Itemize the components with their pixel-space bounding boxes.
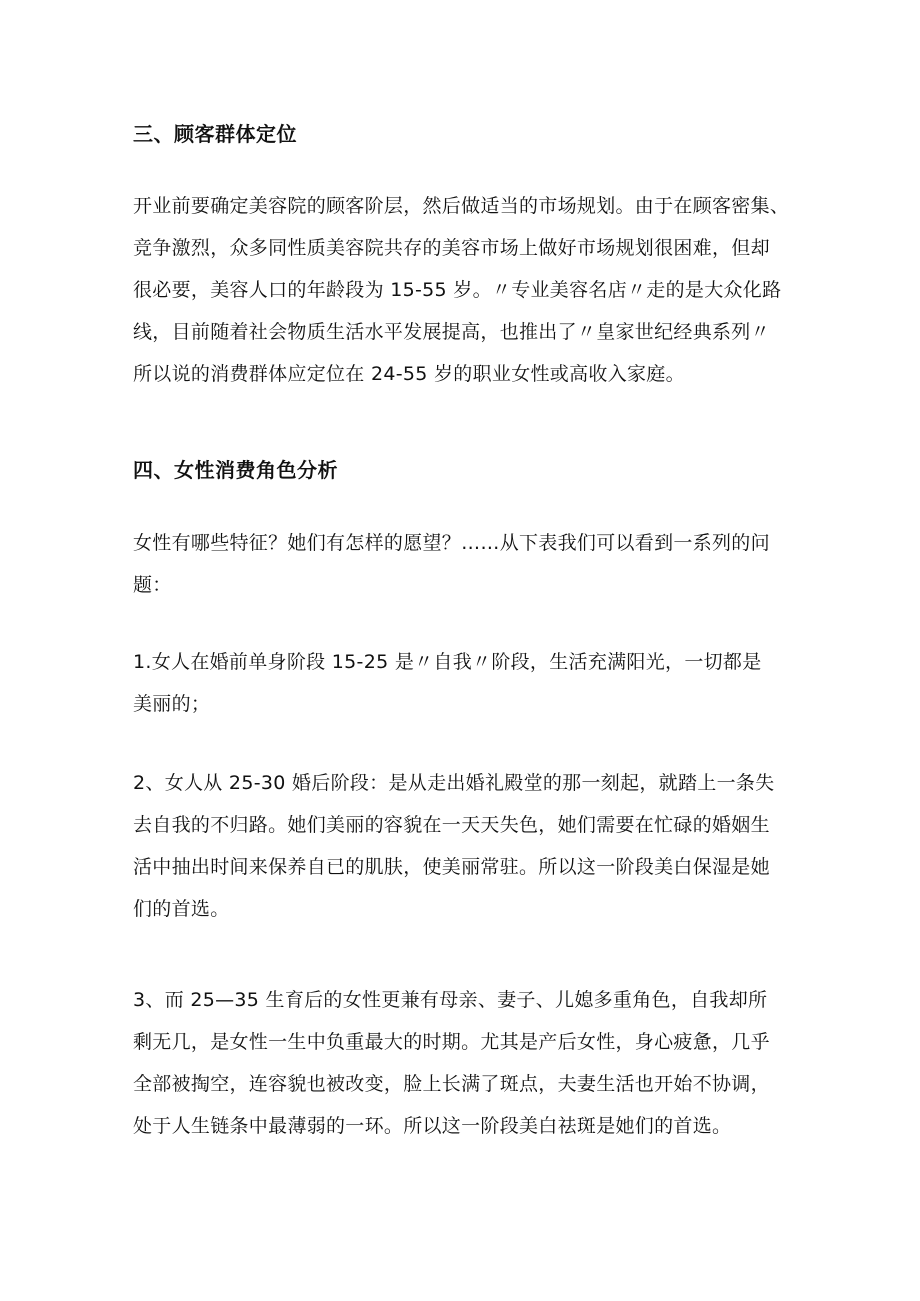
paragraph-intro: [133, 522, 793, 606]
text-line: 题：: [133, 574, 172, 596]
text-line: 1.女人在婚前单身阶段 15-25 是〃自我〃阶段，生活充满阳光，一切都是: [133, 651, 762, 673]
text-line: 全部被掏空，连容貌也被改变，脸上长满了斑点，夫妻生活也开始不协调，: [133, 1073, 770, 1095]
text-line: 2、女人从 25-30 婚后阶段：是从走出婚礼殿堂的那一刻起，就踏上一条失: [133, 772, 775, 794]
text-line: 们的首选。: [133, 898, 230, 920]
text-line: 开业前要确定美容院的顾客阶层，然后做适当的市场规划。由于在顾客密集、: [133, 195, 790, 217]
text-line: 去自我的不归路。她们美丽的容貌在一天天失色，她们需要在忙碌的婚姻生: [133, 814, 770, 836]
paragraph-item-2: [133, 762, 793, 930]
text-line: 竞争激烈，众多同性质美容院共存的美容市场上做好市场规划很困难，但却: [133, 237, 770, 259]
text-line: 剩无几，是女性一生中负重最大的时期。尤其是产后女性，身心疲惫，几乎: [133, 1031, 770, 1053]
section-heading-female-consumer-roles: 四、女性消费角色分析: [133, 458, 338, 482]
paragraph-customer-positioning: [133, 185, 793, 395]
text-line: 3、而 25—35 生育后的女性更兼有母亲、妻子、儿媳多重角色，自我却所: [133, 989, 768, 1011]
text-line: 活中抽出时间来保养自已的肌肤，使美丽常驻。所以这一阶段美白保湿是她: [133, 856, 770, 878]
text-line: 女性有哪些特征？她们有怎样的愿望？……从下表我们可以看到一系列的问: [133, 532, 770, 554]
text-line: 很必要，美容人口的年龄段为 15-55 岁。〃专业美容名店〃走的是大众化路: [133, 279, 782, 301]
paragraph-item-3: [133, 979, 793, 1147]
text-line: 线，目前随着社会物质生活水平发展提高，也推出了〃皇家世纪经典系列〃: [133, 321, 770, 343]
text-line: 处于人生链条中最薄弱的一环。所以这一阶段美白祛斑是她们的首选。: [133, 1115, 732, 1137]
paragraph-item-1: [133, 641, 793, 725]
section-heading-customer-positioning: 三、顾客群体定位: [133, 122, 297, 146]
text-line: 所以说的消费群体应定位在 24-55 岁的职业女性或高收入家庭。: [133, 363, 685, 385]
text-line: 美丽的；: [133, 693, 211, 715]
